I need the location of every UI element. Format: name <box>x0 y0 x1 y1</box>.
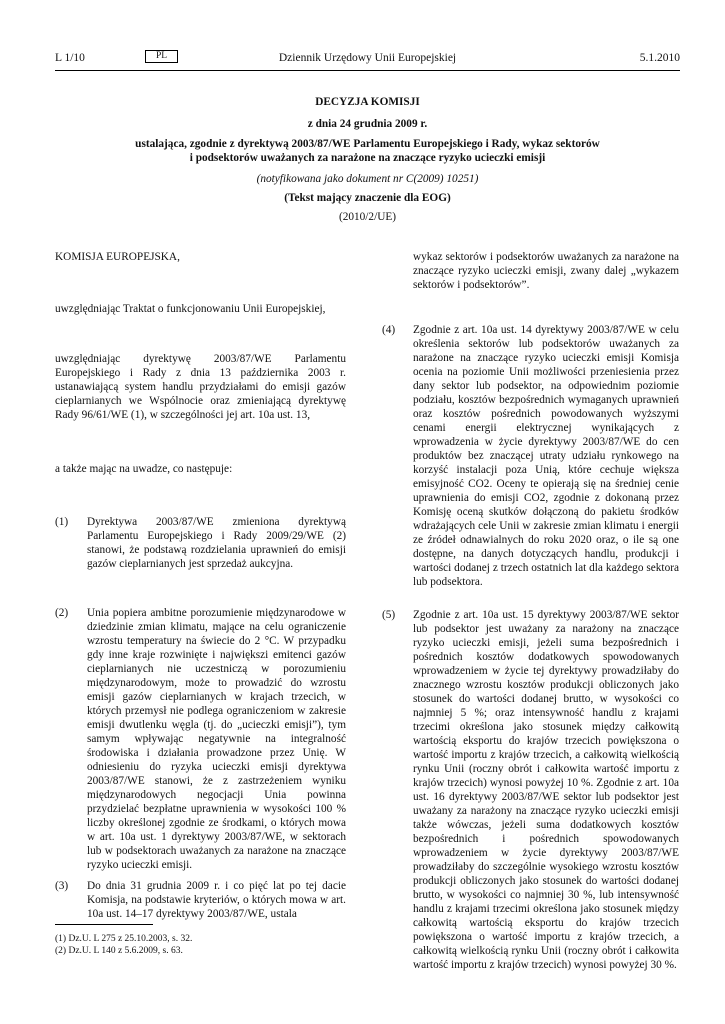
eea-relevance: (Tekst mający znaczenie dla EOG) <box>284 192 451 204</box>
whereas-heading: a także mając na uwadze, co następuje: <box>55 463 233 475</box>
recital-3-text: Do dnia 31 grudnia 2009 r. i co pięć lat po tej dacie Komisja, na podstawie kryteriów, o których mowa w art. 10a ust. 14–17 dyrektywy 2003/87/WE, ustala <box>87 880 346 920</box>
header-rule <box>55 70 680 71</box>
page-header <box>55 52 680 66</box>
recital-3-continuation: wykaz sektorów i podsektorów uważanych za narażone na znaczące ryzyko ucieczki emisji, zwany dalej „wykazem sektorów i podsektorów”. <box>413 251 679 291</box>
recital-5-number: (5) <box>382 609 396 621</box>
recital-2-number: (2) <box>55 607 69 619</box>
footnote-rule <box>55 924 153 925</box>
oj-reference: L 1/10 <box>55 52 85 64</box>
recital-4-text: Zgodnie z art. 10a ust. 14 dyrektywy 2003/87/WE w celu określenia sektorów lub podsektorów uważanych za narażone na znaczące ryzyko ucieczki emisji Komisja ocenia na poziomie Unii możliwości przeniesienia przez dany sektor lub podsektor, na odpowiednim poziomie podziału, kosztów bezpośrednich wymaganych uprawnień oraz kosztów pośrednich powodowanych wyższymi cenami energii elektrycznej wynikających z wprowadzenia w życie dyrektywy 2003/87/WE do cen produktów bez znaczącej utraty udziału rynkowego na korzyść instalacji poza Unią, które cechuje większa emisyjność CO2. Oceny te opierają się na średniej cenie uprawnienia do emisji CO2, zgodnie z dokonaną przez Komisję oceną skutków dołączoną do pakietu środków wdrażających cele Unii w zakresie zmian klimatu i energii ze źródeł odnawialnych do roku 2020 oraz, o ile są one dostępne, na danych dotyczących handlu, produkcji i wartości dodanej z trzech ostatnich lat dla każdego sektora lub podsektora. <box>413 324 679 588</box>
recital-3-number: (3) <box>55 880 69 892</box>
treaty-citation: uwzględniając Traktat o funkcjonowaniu Unii Europejskiej, <box>55 303 326 315</box>
recital-1-number: (1) <box>55 516 69 528</box>
recital-5-text: Zgodnie z art. 10a ust. 15 dyrektywy 2003/87/WE sektor lub podsektor jest uważany za narażony na znaczące ryzyko ucieczki emisji, jeżeli suma bezpośrednich i pośrednich kosztów dodatkowych spowodowanych wprowadzeniem w życie tej dyrektywy prowadziłaby do znacznego wzrostu kosztów produkcji obliczonych jako stosunek do wartości dodanej brutto, w wysokości co najmniej 5 %; oraz intensywność handlu z krajami trzecimi określona jako stosunek między całkowitą wartością eksportu do krajów trzecich powiększona o wartość importu z krajów trzecich, a całkowitą wielkością rynku Unii (roczny obrót i całkowita wartość importu z krajów trzecich) wynosi powyżej 10 %. Zgodnie z art. 10a ust. 16 dyrektywy 2003/87/WE sektor lub podsektor jest uważany za narażony na znaczące ryzyko ucieczki emisji także wówczas, jeżeli suma dodatkowych kosztów bezpośrednich i pośrednich spowodowanych wprowadzeniem w życie dyrektywy 2003/87/WE prowadziłaby do szczególnie wysokiego wzrostu kosztów produkcji obliczonych jako stosunek do wartości dodanej brutto, w wysokości co najmniej 30 %, lub intensywność handlu z krajami trzecimi określona jako stosunek między całkowitą wartością eksportu do krajów trzecich powiększona o wartość importu z krajów trzecich, a całkowitą wielkością rynku Unii (roczny obrót i całkowita wartość importu z krajów trzecich) wynosi powyżej 30 %. <box>413 609 679 971</box>
footnote-1: (1) Dz.U. L 275 z 25.10.2003, s. 32. <box>55 934 193 944</box>
commission-heading: KOMISJA EUROPEJSKA, <box>55 251 180 263</box>
directive-citation: uwzględniając dyrektywę 2003/87/WE Parlamentu Europejskiego i Rady z dnia 13 października 2003 r. ustanawiającą system handlu przydziałami do emisji gazów cieplarnianych we Wspólnocie oraz zmieniającą dyrektywę Rady 96/61/WE (1), w szczególności jej art. 10a ust. 13, <box>55 353 346 421</box>
recital-2-text: Unia popiera ambitne porozumienie międzynarodowe w dziedzinie zmian klimatu, mające na celu ograniczenie wzrostu temperatury na świecie do 2 °C. W przypadku gdy inne kraje rozwinięte i największi emitenci gazów cieplarnianych nie uczestniczą w porozumieniu międzynarodowym, może to prowadzić do wzrostu emisji gazów cieplarnianych w krajach trzecich, w których przemysł nie podlega ograniczeniom w zakresie emisji dwutlenku węgla (tj. do „ucieczki emisji”), tym samym wpływając negatywnie na integralność środowiska i działania prowadzone przez Unię. W odniesieniu do ryzyka ucieczki emisji dyrektywa 2003/87/WE stanowi, że z zastrzeżeniem wyniku międzynarodowych negocjacji Unia powinna przydzielać bezpłatne uprawnienia w wysokości 100 % liczby określonej zgodnie ze środkami, o których mowa w art. 10a ust. 1 dyrektywy 2003/87/WE, w sektorach lub w podsektorach uważanych za narażone na znaczące ryzyko ucieczki emisji. <box>87 607 346 871</box>
document-date: z dnia 24 grudnia 2009 r. <box>307 118 428 130</box>
language-badge: PL <box>145 50 178 63</box>
document-subject-line-1: ustalająca, zgodnie z dyrektywą 2003/87/WE Parlamentu Europejskiego i Rady, wykaz sektorów <box>135 138 600 150</box>
document-type: DECYZJA KOMISJI <box>315 96 420 108</box>
recital-1-text: Dyrektywa 2003/87/WE zmieniona dyrektywą Parlamentu Europejskiego i Rady 2009/29/WE (2) stanowi, że podstawą rozdzielania uprawnień do emisji gazów cieplarnianych jest sprzedaż aukcyjna. <box>87 516 346 570</box>
document-subject-line-2: i podsektorów uważanych za narażone na znaczące ryzyko ucieczki emisji <box>189 152 546 164</box>
decision-number: (2010/2/UE) <box>338 211 397 223</box>
notification-number: (notyfikowana jako dokument nr C(2009) 10251) <box>256 173 479 185</box>
journal-name: Dziennik Urzędowy Unii Europejskiej <box>278 52 457 64</box>
footnote-2: (2) Dz.U. L 140 z 5.6.2009, s. 63. <box>55 946 183 956</box>
recital-4-number: (4) <box>382 324 396 336</box>
publication-date: 5.1.2010 <box>639 52 680 64</box>
